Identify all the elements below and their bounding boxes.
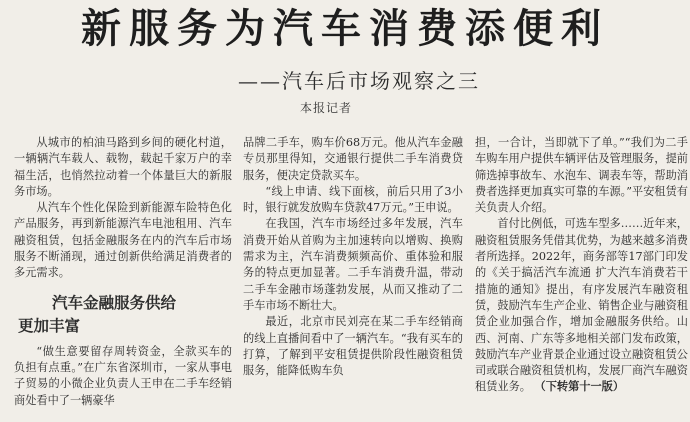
paragraph: 最近，北京市民刘亮在某二手车经销商的线上直播间看中了一辆汽车。“我有买车的打算，了解到平安租赁提供阶段性融资租赁服务，能降低购车负 bbox=[243, 315, 463, 378]
paragraph bbox=[475, 216, 688, 395]
text-column-3 bbox=[475, 135, 688, 422]
subheading-line-1: 汽车金融服务供给 bbox=[52, 293, 177, 312]
paragraph: 从城市的柏油马路到乡间的硬化村道，一辆辆汽车载人、载物，载起千家万户的幸福生活，也悄然拉动着一个体量巨大的新服务市场。 bbox=[14, 136, 232, 198]
paragraph: 在我国，汽车市场经过多年发展，汽车消费开始从首购为主加速转向以增购、换购需求为主，汽车消费频频高价、重体验和服务的特点更加显著。二手车消费升温，带动二手车金融市场蓬勃发展，从而又推动了二手车市场不断壮大。 bbox=[243, 217, 463, 312]
paragraph: 担，一合计，当即就下了单。”“我们为二手车购车用户提供车辆评估及管理服务，提前筛选掉事故车、水泡车、调表车等，帮助消费者选择更加真实可靠的车源。”平安租赁有关负责人介绍。 bbox=[475, 136, 688, 215]
paragraph: 从汽车个性化保险到新能源车险特色化产品服务，再到新能源汽车电池租用、汽车融资租赁，包括金融服务在内的汽车后市场服务不断涌现，通过创新供给满足消费者的多元需求。 bbox=[14, 201, 232, 280]
continued-note: （下转第十一版） bbox=[534, 380, 625, 394]
section-subheading bbox=[14, 292, 232, 338]
article-subtitle: ——汽车后市场观察之三 bbox=[238, 69, 480, 93]
paragraph: “线上申请、线下面核，前后只用了3小时，银行就发放购车贷款47万元。”王申说。 bbox=[243, 184, 463, 215]
paragraph-text: 首付比例低，可选车型多……近年来，融资租赁服务凭借其优势，为越来越多消费者所选择。2022年，商务部等17部门印发的《关于搞活汽车流通 扩大汽车消费若干措施的通知》提出，有序发展汽车融资租赁，鼓励汽车生产企业、销售企业与融资租赁企业加强合作，增加金融服务供给。山西、河南、广东等多地相关部门发布政策，鼓励汽车产业背景企业通过设立融资租赁公司或联合融资租赁机构，发展厂商汽车融资租赁业务。 bbox=[475, 217, 688, 394]
paragraph: “做生意要留存周转资金，全款买车的负担有点重。”在广东省深圳市，一家从事电子贸易的小微企业负责人王申在二手车经销商处看中了一辆豪华 bbox=[14, 344, 232, 407]
text-column-2 bbox=[243, 135, 463, 422]
subheading-line-2: 更加丰富 bbox=[18, 316, 81, 335]
paragraph: 品牌二手车，购车价68万元。他从汽车金融专员那里得知，交通银行提供二手车消费贷服务，便决定贷款买车。 bbox=[243, 136, 463, 182]
article-byline: 本报记者 bbox=[300, 101, 353, 115]
article-title: 新服务为汽车消费添便利 bbox=[81, 6, 609, 52]
text-column-1 bbox=[14, 135, 232, 422]
